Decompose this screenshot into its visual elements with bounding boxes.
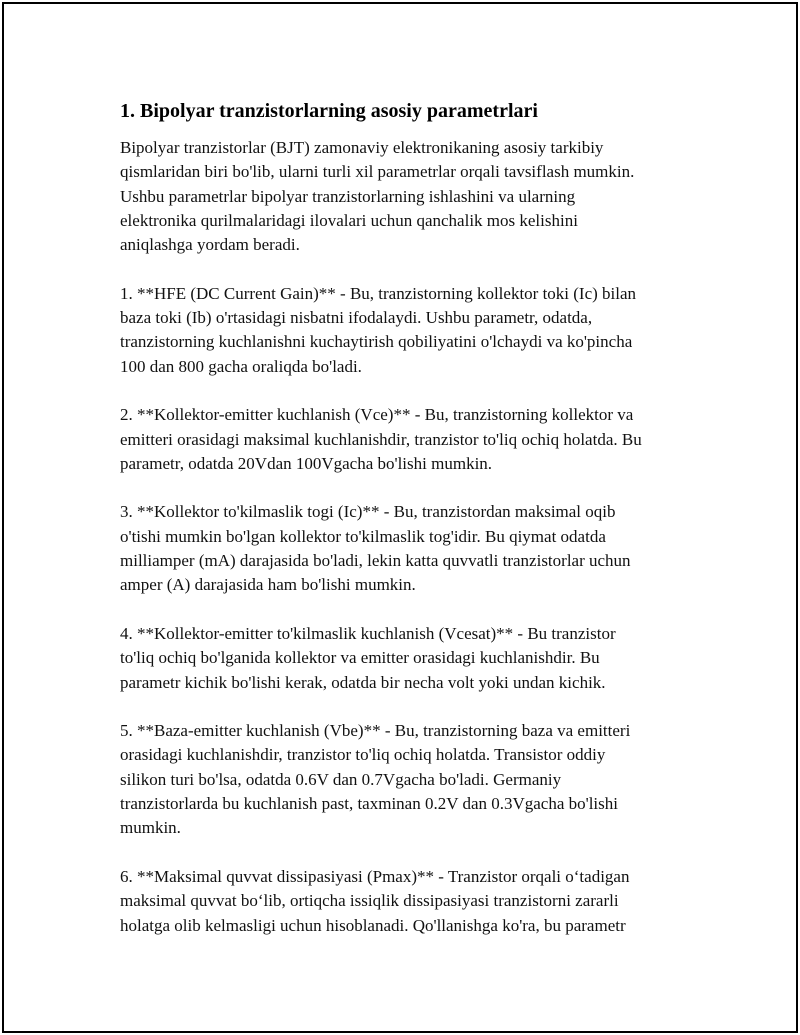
text-line: orasidagi kuchlanishdir, tranzistor to'liq ochiq holatda. Transistor oddiy — [120, 745, 606, 765]
text-line: Bipolyar tranzistorlar (BJT) zamonaviy elektronikaning asosiy tarkibiy — [120, 138, 604, 157]
text-line: maksimal quvvat bo‘lib, ortiqcha issiqlik dissipasiyasi tranzistorni zararli — [120, 891, 619, 911]
section-heading: 1. Bipolyar tranzistorlarning asosiy parametrlari — [120, 100, 538, 122]
document-body — [120, 98, 710, 962]
text-line: to'liq ochiq bo'lganida kollektor va emitter orasidagi kuchlanishdir. Bu — [120, 648, 600, 668]
text-line: 3. **Kollektor to'kilmaslik togi (Ic)** - Bu, tranzistordan maksimal oqib — [120, 502, 616, 522]
parameter-hfe-paragraph — [120, 282, 710, 379]
text-line: amper (A) darajasida ham bo'lishi mumkin. — [120, 575, 416, 595]
text-line: milliamper (mA) darajasida bo'ladi, lekin katta quvvatli tranzistorlar uchun — [120, 551, 631, 571]
text-line: parametr, odatda 20Vdan 100Vgacha bo'lishi mumkin. — [120, 453, 493, 473]
text-line: mumkin. — [120, 818, 181, 838]
parameter-ic-paragraph — [120, 500, 710, 597]
text-line: 100 dan 800 gacha oraliqda bo'ladi. — [120, 356, 362, 376]
parameter-vbe-paragraph — [120, 719, 710, 840]
text-line: Ushbu parametrlar bipolyar tranzistorlarning ishlashini va ularning — [120, 186, 576, 206]
text-line: aniqlashga yordam beradi. — [120, 235, 300, 255]
text-line: 1. **HFE (DC Current Gain)** - Bu, tranzistorning kollektor toki (Ic) bilan — [120, 283, 637, 303]
text-line: silikon turi bo'lsa, odatda 0.6V dan 0.7Vgacha bo'ladi. Germaniy — [120, 769, 562, 789]
text-line: baza toki (Ib) o'rtasidagi nisbatni ifodalaydi. Ushbu parametr, odatda, — [120, 308, 593, 328]
parameter-pmax-paragraph — [120, 865, 710, 938]
document-page — [2, 2, 798, 1033]
text-line: 2. **Kollektor-emitter kuchlanish (Vce)** - Bu, tranzistorning kollektor va — [120, 405, 634, 425]
intro-paragraph — [120, 136, 710, 257]
text-line: 6. **Maksimal quvvat dissipasiyasi (Pmax)** - Tranzistor orqali o‘tadigan — [120, 866, 630, 886]
text-line: elektronika qurilmalaridagi ilovalari uchun qanchalik mos kelishini — [120, 210, 578, 230]
parameter-vce-paragraph — [120, 403, 710, 476]
text-line: 5. **Baza-emitter kuchlanish (Vbe)** - Bu, tranzistorning baza va emitteri — [120, 721, 631, 741]
text-line: holatga olib kelmasligi uchun hisoblanadi. Qo'llanishga ko'ra, bu parametr — [120, 915, 626, 935]
text-line: emitteri orasidagi maksimal kuchlanishdir, tranzistor to'liq ochiq holatda. Bu — [120, 429, 642, 449]
text-line: tranzistorlarda bu kuchlanish past, taxminan 0.2V dan 0.3Vgacha bo'lishi — [120, 794, 618, 814]
text-line: o'tishi mumkin bo'lgan kollektor to'kilmaslik tog'idir. Bu qiymat odatda — [120, 526, 606, 546]
text-line: 4. **Kollektor-emitter to'kilmaslik kuchlanish (Vcesat)** - Bu tranzistor — [120, 623, 616, 643]
text-line: parametr kichik bo'lishi kerak, odatda bir necha volt yoki undan kichik. — [120, 672, 606, 692]
text-line: tranzistorning kuchlanishni kuchaytirish qobiliyatini o'lchaydi va ko'pincha — [120, 332, 633, 352]
parameter-vcesat-paragraph — [120, 622, 710, 695]
text-line: qismlaridan biri bo'lib, ularni turli xil parametrlar orqali tavsiflash mumkin. — [120, 162, 635, 182]
